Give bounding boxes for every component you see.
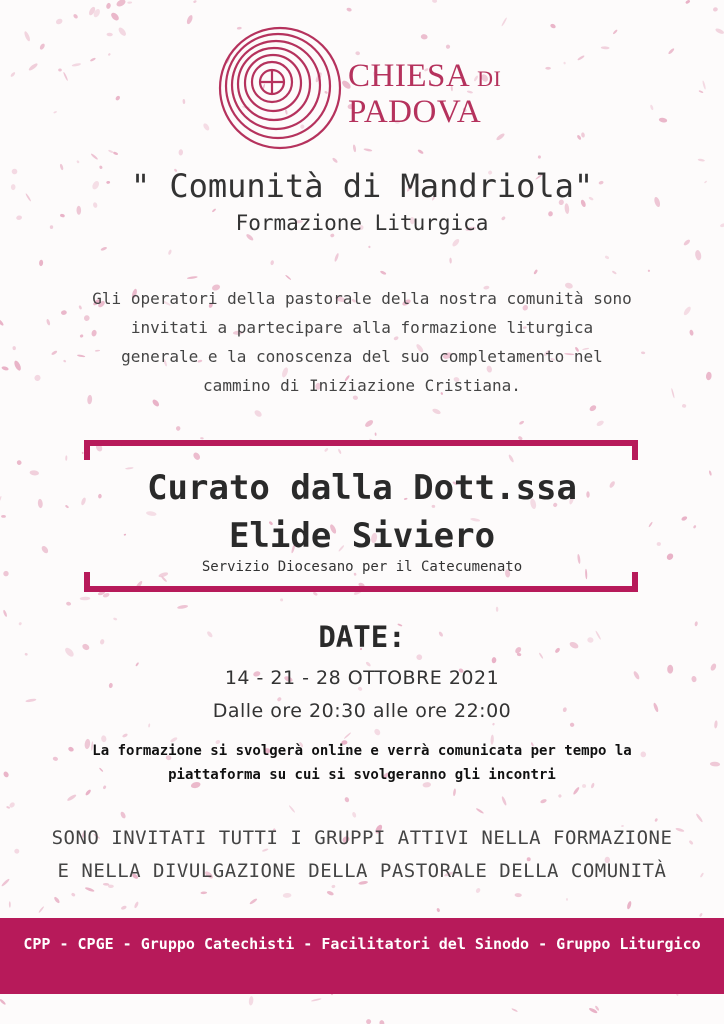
invitation-text: SONO INVITATI TUTTI I GRUPPI ATTIVI NELLA FORMAZIONE E NELLA DIVULGAZIONE DELLA PASTORALE DELLA COMUNITÀ xyxy=(51,827,673,882)
curator-line1: Curato dalla Dott.ssa xyxy=(147,468,577,508)
logo-wordmark-line1: CHIESA DI xyxy=(348,58,502,94)
page-subtitle: Formazione Liturgica xyxy=(235,211,489,235)
logo-wordmark-line2: PADOVA xyxy=(348,94,482,130)
curator-service: Servizio Diocesano per il Catecumenato xyxy=(201,559,523,575)
online-note: La formazione si svolgerà online e verrà comunicata per tempo la piattaforma su cui si svolgeranno gli incontri xyxy=(92,743,632,783)
footer-groups: CPP - CPGE - Gruppo Catechisti - Facilitatori del Sinodo - Gruppo Liturgico xyxy=(23,935,701,953)
frame-top-border xyxy=(84,440,638,460)
intro-paragraph: Gli operatori della pastorale della nostra comunità sono invitati a partecipare alla formazione liturgica generale e la conoscenza del suo completamento nel cammino di Iniziazione Cristiana. xyxy=(92,289,632,395)
footer-banner xyxy=(0,918,724,994)
event-hours: Dalle ore 20:30 alle ore 22:00 xyxy=(212,700,512,722)
date-label: DATE: xyxy=(318,620,406,654)
spiral-logo-icon xyxy=(216,24,344,152)
logo xyxy=(216,24,516,152)
event-dates: 14 - 21 - 28 OTTOBRE 2021 xyxy=(224,667,500,689)
page-title: " Comunità di Mandriola" xyxy=(130,167,594,205)
curator-name: Elide Siviero xyxy=(228,516,496,556)
frame-bottom-border xyxy=(84,572,638,592)
